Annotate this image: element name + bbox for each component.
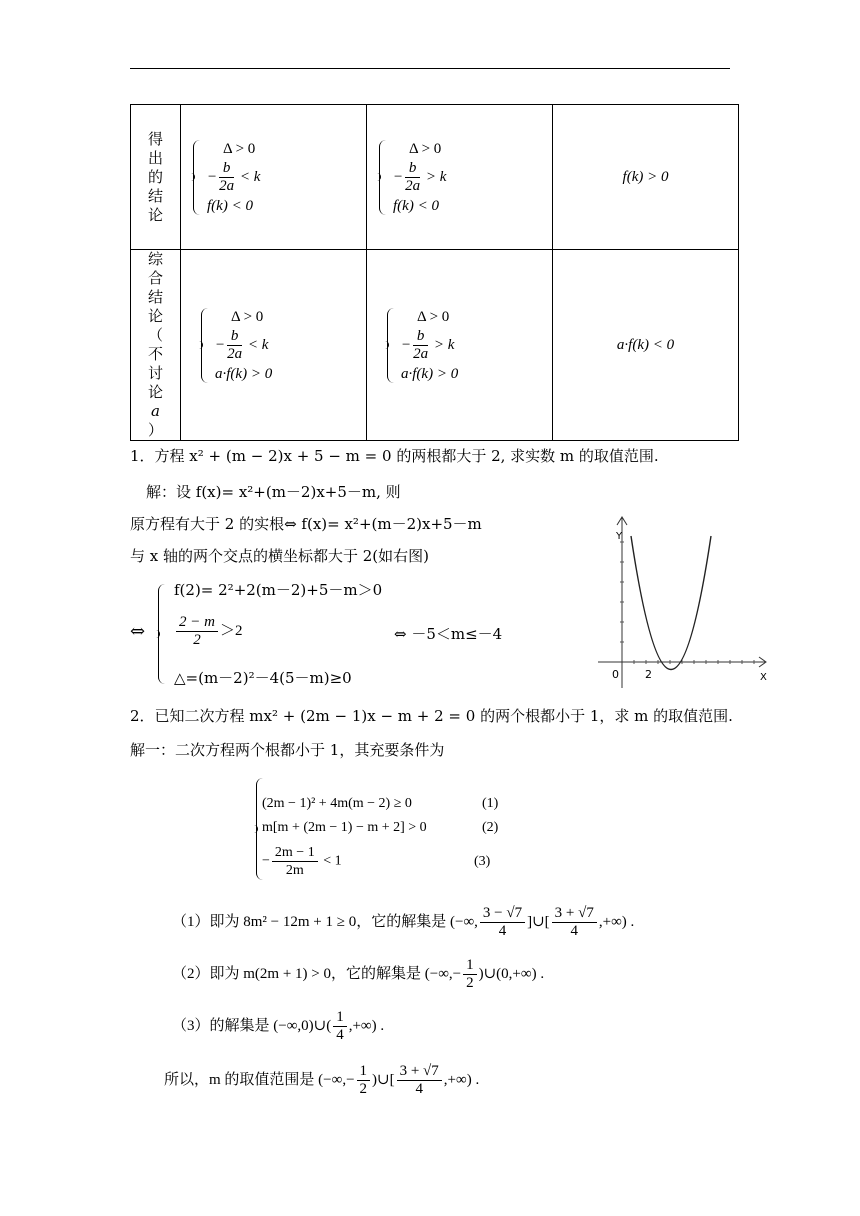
problem1-result: ⇔ －5＜m≤－4 [394,625,503,643]
problem2-conditions: (2m − 1)² + 4m(m − 2) ≥ 0 (1) m[m + (2m − 1) − m + 2] > 0 (2) − $\frac{2m - 1}{2m}$ < 1 (3) [256,776,526,882]
cell-combined-right [367,250,553,441]
equivalence-symbol: ⇔ [130,621,146,642]
problem1-system: f(2)= 2²+2(m－2)+5－m＞0 $\frac{2 - m}{2}$ ＞2 △=(m－2)²－4(5－m)≥0 [158,580,418,688]
row-label-derived: 得 出 的 结 论 [131,105,181,250]
cell-combined-left [181,250,367,441]
cell-case-left [181,105,367,250]
inequality-system: Δ > 0 − $\frac{b}{2a}$ < k f(k) < 0 [193,138,366,217]
axis-ticks [620,542,754,664]
problem1-solution-line1: 解：设 f(x)= x²+(m－2)x+5－m, 则 [146,483,401,501]
x-axis-label: X [760,672,767,683]
brace-icon [193,140,202,215]
row-label-combined: 综 合 结 论 （ 不 讨 论 a ） [131,250,181,441]
problem1-solution-line2: 原方程有大于 2 的实根⇔ f(x)= x²+(m－2)x+5－m [130,515,482,533]
cell-case-right [367,105,553,250]
parabola-curve [631,536,711,670]
inequality-system: Δ > 0 − $\frac{b}{2a}$ < k a·f(k) > 0 [201,306,366,385]
table-row-combined [131,250,739,441]
tick-label-2: 2 [645,668,652,681]
inequality-system: Δ > 0 − $\frac{b}{2a}$ > k a·f(k) > 0 [387,306,552,385]
problem2-statement: 2．已知二次方程 mx² + (2m − 1)x − m + 2 = 0 的两个根都小于 1，求 m 的取值范围. [130,707,733,725]
brace-icon [379,140,388,215]
problem2-step3: （3）的解集是 (−∞,0)∪( $\frac{1}{4}$ ,+∞) . [172,1009,385,1044]
problem2-solution-intro: 解一：二次方程两个根都小于 1，其充要条件为 [130,741,445,759]
brace-icon [387,308,396,383]
conclusion-table [130,104,739,441]
brace-icon [201,308,210,383]
table-row-derived [131,105,739,250]
problem1-solution-line3: 与 x 轴的两个交点的横坐标都大于 2(如右图) [130,547,430,565]
cell-case-between: f(k) > 0 [553,105,739,250]
origin-label: 0 [612,668,619,681]
inequality-system: Δ > 0 − $\frac{b}{2a}$ > k f(k) < 0 [379,138,552,217]
cell-combined-between: a·f(k) < 0 [553,250,739,441]
header-rule [130,68,730,69]
parabola-graph [590,512,780,690]
brace-icon [158,584,168,684]
problem1-statement: 1．方程 x² + (m − 2)x + 5 − m = 0 的两根都大于 2, 求实数 m 的取值范围. [130,447,659,465]
problem2-step1: （1）即为 8m² − 12m + 1 ≥ 0，它的解集是 (−∞, $\frac{3 - √7}{4}$ ]∪[ $\frac{3 + √7}{4}$ ,+∞) . [172,905,635,940]
problem2-conclusion: 所以，m 的取值范围是 (−∞,− $\frac{1}{2}$ )∪[ $\frac{3 + √7}{4}$ ,+∞) . [164,1063,480,1098]
y-axis-label: Y [616,531,623,542]
problem2-step2: （2）即为 m(2m + 1) > 0，它的解集是 (−∞,− $\frac{1}{2}$ )∪(0,+∞) . [172,957,545,992]
